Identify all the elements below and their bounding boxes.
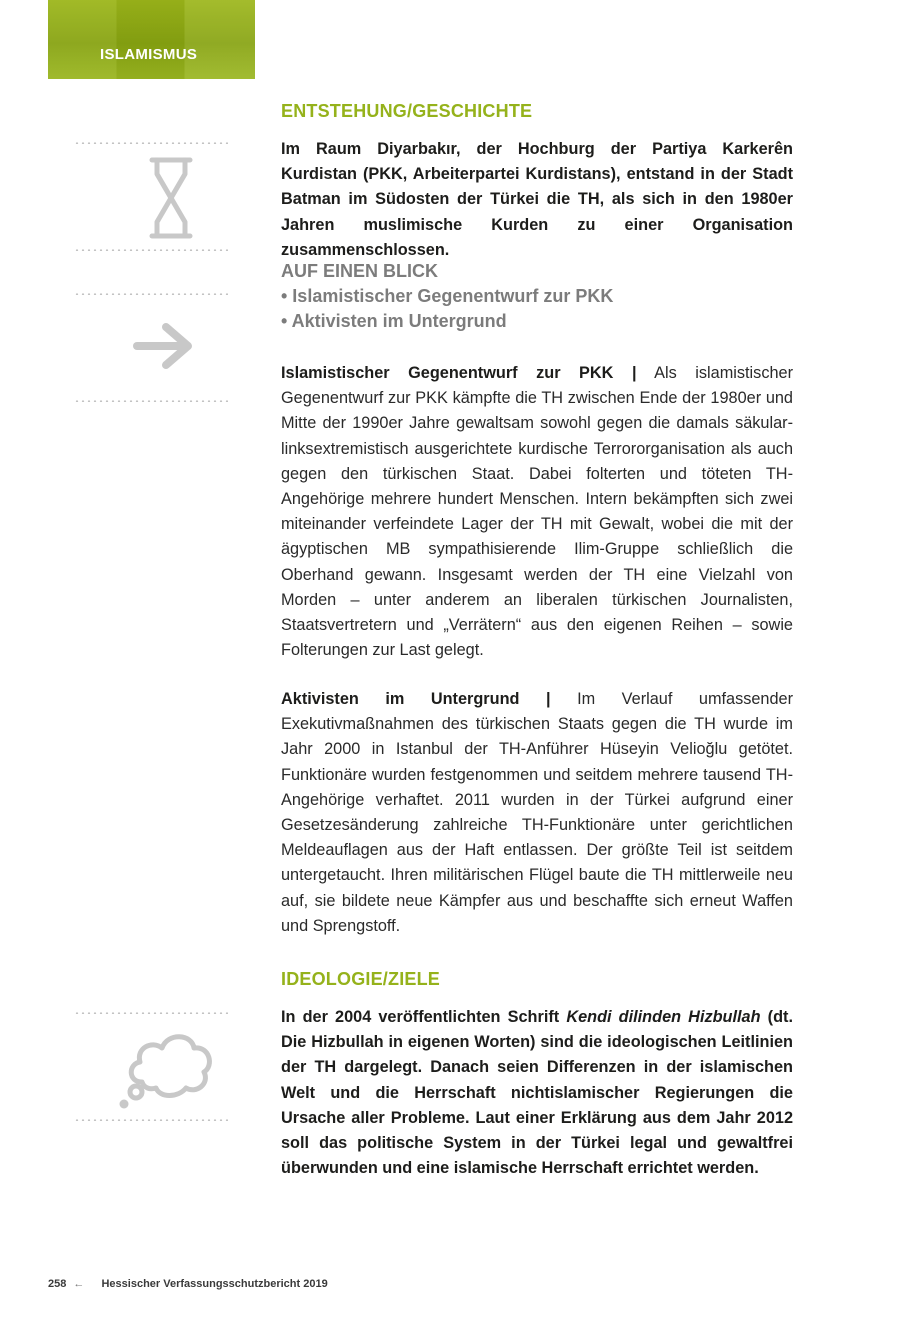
dotted-divider xyxy=(74,142,228,144)
body-paragraph xyxy=(281,687,793,939)
at-a-glance-item: • Aktivisten im Untergrund xyxy=(281,311,507,331)
dotted-divider xyxy=(74,293,228,295)
paragraph-text: Als islamistischer Gegenentwurf zur PKK kämpfte die TH zwischen Ende der 1980er und Mitte der 1990er Jahre gewaltsam sowohl gegen die damals säkular-linksextremistisch ausgerichtete kurdische Terrororganisation als auch gegen den türkischen Staat. Dabei folterten und töteten TH-Angehörige mehrere hundert Menschen. Intern bekämpften sich zwei miteinander verfeindete Lager der TH mit Gewalt, wobei die mit der ägyptischen MB sympathisierende Ilim-Gruppe schließlich die Oberhand gewann. Insgesamt werden der TH eine Vielzahl von Morden – unter anderem an liberalen türkischen Journalisten, Staatsvertretern und „Verrätern“ aus den eigenen Reihen – sowie Folterungen zur Last gelegt. xyxy=(281,364,793,660)
section-tab xyxy=(48,0,255,79)
body-paragraph xyxy=(281,361,793,663)
page-footer xyxy=(48,1278,328,1290)
ideology-lead-pre: In der 2004 veröffentlichten Schrift xyxy=(281,1008,567,1026)
ideology-lead-block xyxy=(281,1005,793,1181)
publication-title: Hessischer Verfassungsschutzbericht 2019 xyxy=(101,1278,328,1290)
at-a-glance-box xyxy=(281,259,793,334)
ideology-lead xyxy=(281,1005,793,1181)
page-number: 258 xyxy=(48,1278,67,1290)
ideology-work-title: Kendi dilinden Hizbullah xyxy=(566,1008,761,1026)
dotted-divider xyxy=(74,249,228,251)
origin-lead: Im Raum Diyarbakır, der Hochburg der Partiya Karkerên Kurdistan (PKK, Arbeiterpartei Kurdistans), entstand in der Stadt Batman im Südosten der Türkei die TH, als sich in den 1980er Jahren muslimische Kurden zu einer Organisation zusammenschlossen. xyxy=(281,140,793,259)
paragraph-text: Im Verlauf umfassender Exekutivmaßnahmen des türkischen Staats gegen die TH wurde im Jahr 2000 in Istanbul der TH-Anführer Hüseyin Velioğlu getötet. Funktionäre wurden festgenommen und seitdem mehrere tausend TH-Angehörige verhaftet. 2011 wurden in der Türkei aufgrund einer Gesetzesänderung zahlreiche TH-Funktionäre unter gerichtlichen Meldeauflagen aus der Haft entlassen. Der größte Teil ist seitdem untergetaucht. Ihren militärischen Flügel baute die TH mittlerweile neu auf, sie bildete neue Kämpfer aus und beschaffte sich erneut Waffen und Sprengstoff. xyxy=(281,690,794,935)
dotted-divider xyxy=(74,400,228,402)
paragraph-block xyxy=(281,687,793,939)
origin-heading: ENTSTEHUNG/GESCHICHTE xyxy=(281,101,533,121)
section-label: ISLAMISMUS xyxy=(100,46,198,63)
thought-bubble-icon xyxy=(116,1024,216,1110)
ideology-lead-post: (dt. Die Hizbullah in eigenen Worten) sind die ideologischen Leitlinien der TH dargelegt. Danach seien Differenzen in der islamischen Welt und die Herrschaft nichtislamischer Regierungen die Ursache aller Probleme. Laut einer Erklärung aus dem Jahr 2012 soll das politische System in der Türkei legal und gewaltfrei überwunden und eine islamische Herrschaft errichtet werden. xyxy=(281,1008,793,1178)
at-a-glance-title: AUF EINEN BLICK xyxy=(281,261,438,281)
dotted-divider xyxy=(74,1012,228,1014)
dotted-divider xyxy=(74,1119,228,1121)
arrow-right-icon xyxy=(132,322,194,370)
hourglass-icon xyxy=(148,156,194,240)
origin-lead-block xyxy=(281,137,793,263)
ideology-heading: IDEOLOGIE/ZIELE xyxy=(281,969,441,989)
back-arrow-icon: ← xyxy=(73,1278,85,1290)
at-a-glance-item: • Islamistischer Gegenentwurf zur PKK xyxy=(281,286,614,306)
paragraph-block xyxy=(281,361,793,663)
ideology-section xyxy=(281,969,793,990)
paragraph-lead-in: Aktivisten im Untergrund | xyxy=(281,690,551,708)
paragraph-lead-in: Islamistischer Gegenentwurf zur PKK | xyxy=(281,364,637,382)
origin-section xyxy=(281,101,793,122)
